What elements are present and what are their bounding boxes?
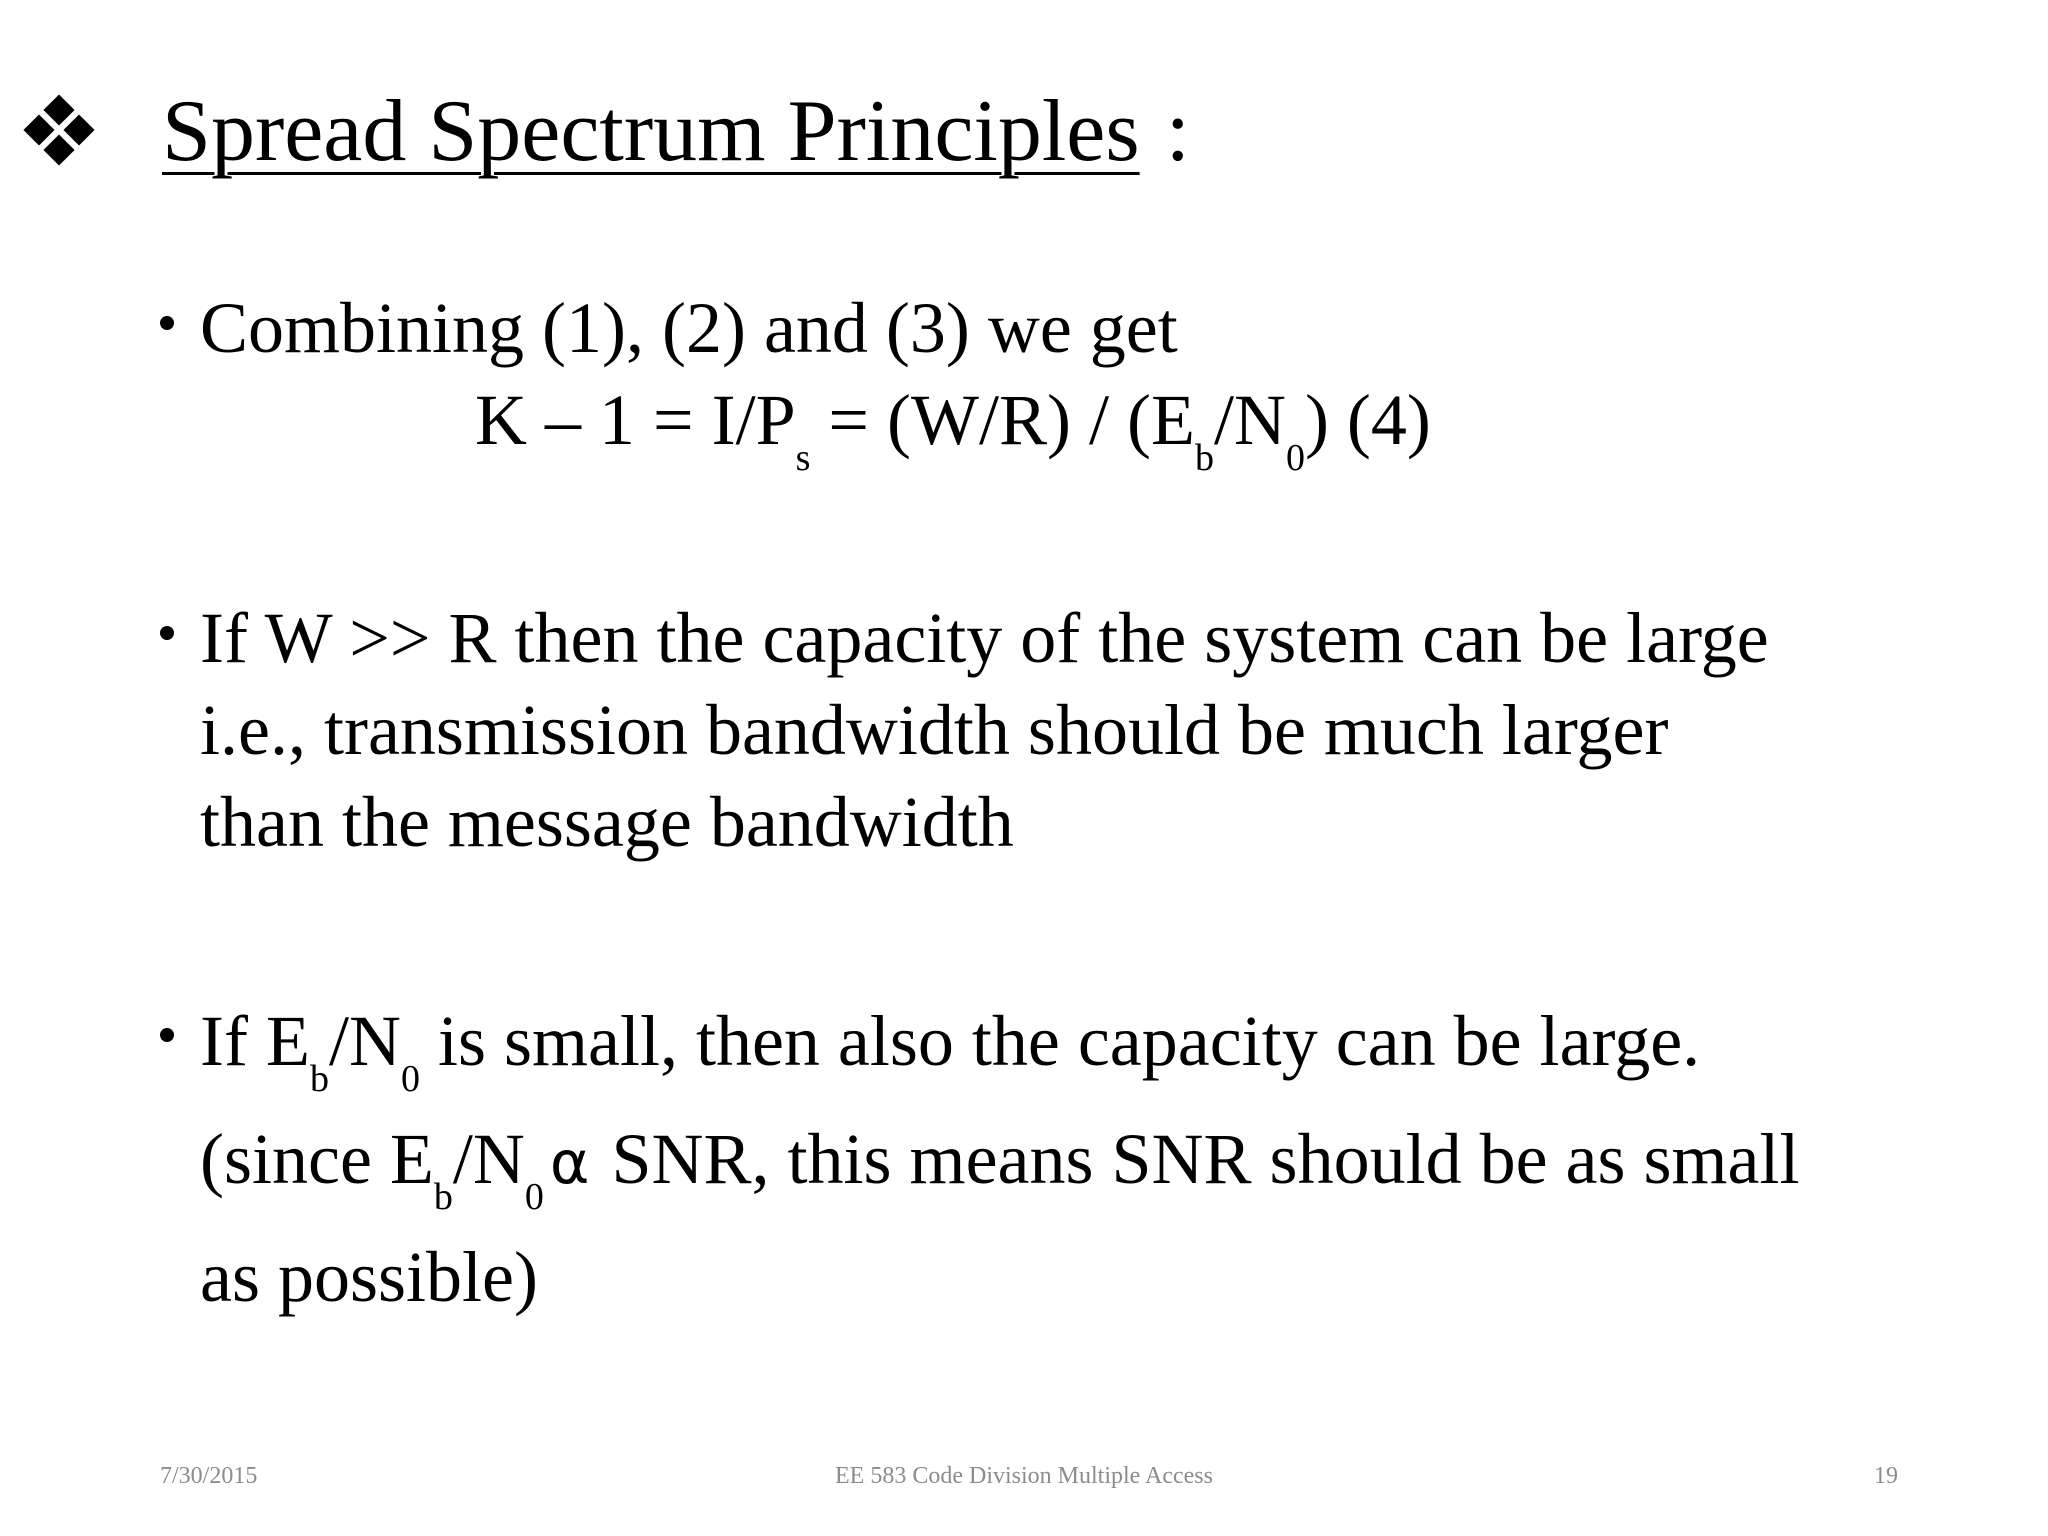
text-part: (since E (200, 1119, 434, 1199)
equation-part: ) (4) (1304, 380, 1431, 460)
slide-title-colon: : (1165, 83, 1191, 180)
proportional-symbol: α (549, 1128, 590, 1198)
text-part: /N (328, 1001, 401, 1081)
equation-part: /N (1213, 380, 1286, 460)
slide-title: Spread Spectrum Principles (162, 83, 1140, 180)
bullet-combining (160, 282, 1960, 478)
equation-part: = (W/R) / (E (810, 380, 1195, 460)
text-part: If E (200, 1001, 310, 1081)
equation-subscript: s (795, 437, 809, 479)
bullet-text-line: than the message bandwidth (200, 782, 1014, 862)
bullet-text-line: If W >> R then the capacity of the system can be large (200, 598, 1769, 678)
subscript: 0 (524, 1176, 542, 1218)
text-part: is small, then also the capacity can be large. (419, 1001, 1701, 1081)
equation-subscript: 0 (1285, 437, 1303, 479)
slide-title-row (24, 72, 1190, 192)
footer-date: 7/30/2015 (160, 1463, 258, 1489)
text-part: SNR, this means SNR should be as small (593, 1119, 1800, 1199)
bullet-text-line: as possible) (200, 1237, 538, 1317)
subscript: b (433, 1176, 451, 1218)
round-bullet-icon (160, 1028, 174, 1042)
subscript: b (309, 1058, 327, 1100)
footer-page-number: 19 (1874, 1463, 1898, 1489)
equation-part: K – 1 = I/P (475, 380, 796, 460)
four-diamonds-icon (24, 97, 94, 167)
bullet-bandwidth (160, 592, 1960, 868)
bullet-text-line (160, 988, 1960, 1106)
text-part: /N (452, 1119, 525, 1199)
round-bullet-icon (160, 626, 174, 640)
bullet-snr (160, 988, 1960, 1330)
footer-course: EE 583 Code Division Multiple Access (835, 1463, 1213, 1489)
bullet-text-line (160, 1106, 1960, 1224)
subscript: 0 (400, 1058, 418, 1100)
bullet-text: Combining (1), (2) and (3) we get (200, 288, 1178, 368)
round-bullet-icon (160, 316, 174, 330)
bullet-text-line: i.e., transmission bandwidth should be much larger (200, 690, 1669, 770)
equation-subscript: b (1194, 437, 1212, 479)
capacity-equation (160, 374, 1960, 478)
